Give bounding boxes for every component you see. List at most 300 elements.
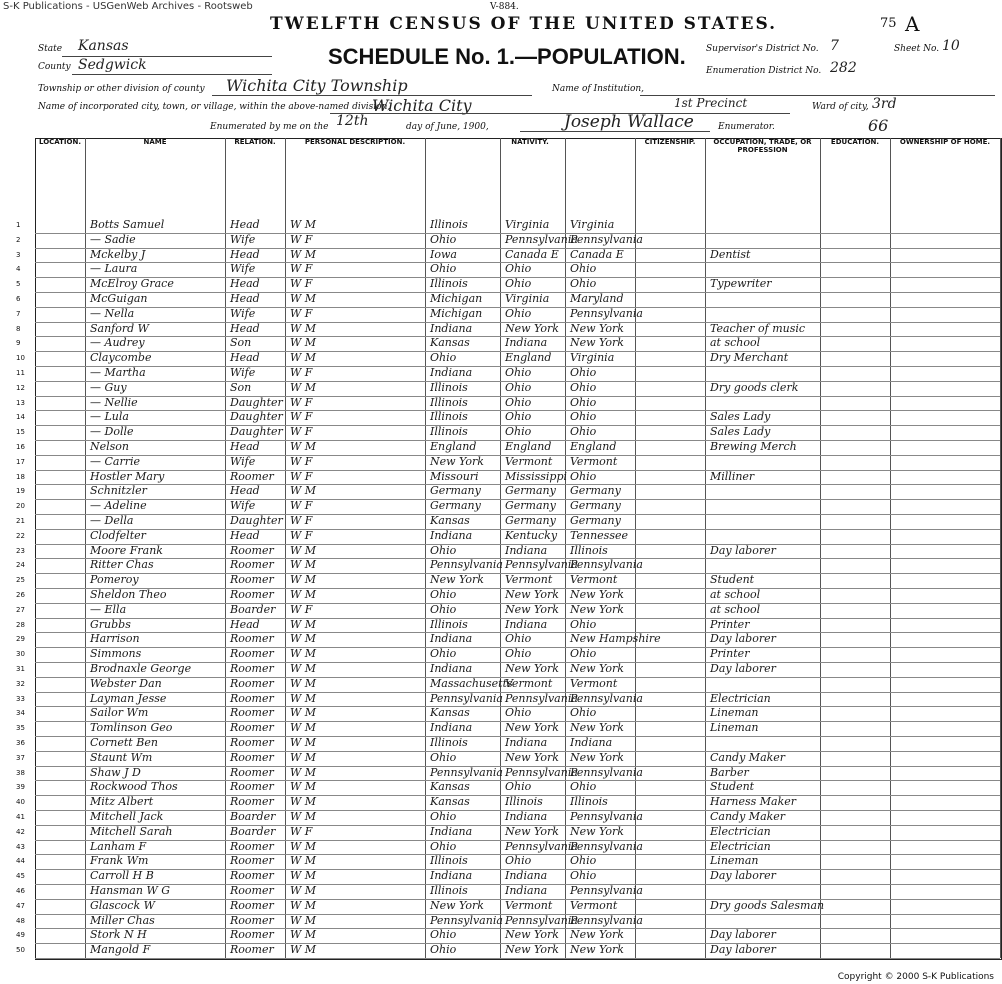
cell-rel: Head: [230, 484, 260, 498]
cell-sex: W M: [290, 750, 317, 764]
cell-name: Hostler Mary: [90, 469, 165, 483]
cell-sex: W F: [290, 232, 313, 246]
cell-occ: Day laborer: [710, 632, 776, 646]
column-header: [285, 138, 426, 214]
cell-name: Ritter Chas: [90, 558, 154, 572]
cell-name: McElroy Grace: [90, 277, 174, 291]
cell-mbp: New York: [570, 602, 624, 616]
cell-name: Layman Jesse: [90, 691, 167, 705]
column-header: [85, 138, 226, 214]
cell-fbp: Vermont: [505, 676, 553, 690]
cell-name: Schnitzler: [90, 484, 147, 498]
cell-occ: Student: [710, 573, 755, 587]
cell-sex: W F: [290, 454, 313, 468]
cell-fbp: Ohio: [505, 395, 532, 409]
cell-fbp: Pennsylvania: [505, 765, 578, 779]
cell-name: Miller Chas: [90, 913, 155, 927]
column-header-label: OCCUPATION, TRADE, OR PROFESSION: [713, 138, 812, 154]
row-number: 26: [16, 591, 25, 599]
cell-rel: Roomer: [230, 884, 274, 897]
cell-fbp: New York: [505, 928, 559, 942]
cell-rel: Roomer: [230, 706, 274, 720]
cell-sex: W M: [290, 706, 317, 720]
cell-sex: W M: [290, 928, 317, 942]
cell-fbp: Illinois: [505, 795, 543, 809]
cell-rel: Boarder: [230, 602, 276, 616]
cell-rel: Head: [230, 528, 260, 542]
cell-bp: Illinois: [430, 884, 468, 897]
cell-fbp: New York: [505, 321, 559, 335]
cell-mbp: Pennsylvania: [570, 913, 643, 927]
cell-name: Webster Dan: [90, 676, 162, 690]
cell-bp: Ohio: [430, 810, 457, 823]
cell-occ: Dry goods Salesman: [710, 898, 825, 912]
cell-rel: Roomer: [230, 898, 274, 912]
cell-fbp: Indiana: [505, 336, 548, 350]
cell-fbp: Ohio: [505, 380, 532, 394]
row-number: 29: [16, 635, 25, 644]
row-number: 3: [16, 250, 21, 259]
cell-bp: Indiana: [430, 321, 473, 335]
cell-name: Lanham F: [90, 839, 147, 853]
column-divider: [820, 138, 821, 958]
cell-name: Tomlinson Geo: [90, 721, 173, 735]
cell-mbp: Ohio: [570, 380, 597, 394]
cell-name: Staunt Wm: [90, 750, 153, 764]
sheet-value: 10: [942, 38, 960, 54]
cell-sex: W F: [290, 262, 313, 276]
row-number: 13: [16, 398, 25, 407]
cell-fbp: Ohio: [505, 425, 532, 439]
enumerator-label: Enumerator.: [718, 122, 775, 132]
cell-bp: Ohio: [430, 262, 457, 276]
cell-occ: Lineman: [710, 721, 759, 735]
cell-mbp: New York: [570, 336, 624, 350]
cell-rel: Daughter: [230, 410, 283, 424]
cell-mbp: New York: [570, 721, 624, 735]
cell-name: — Lula: [90, 410, 129, 424]
cell-fbp: New York: [505, 588, 559, 601]
column-header: [635, 138, 706, 214]
cell-rel: Son: [230, 380, 252, 394]
cell-mbp: New York: [570, 824, 624, 838]
cell-fbp: Pennsylvania: [505, 839, 578, 853]
cell-sex: W M: [290, 869, 317, 883]
cell-name: Cornett Ben: [90, 736, 158, 749]
cell-rel: Roomer: [230, 913, 274, 927]
cell-sex: W M: [290, 321, 317, 335]
row-number: 24: [16, 561, 25, 570]
cell-occ: Dentist: [710, 247, 751, 261]
column-divider: [500, 138, 501, 958]
cell-mbp: Ohio: [570, 647, 597, 661]
cell-occ: Barber: [710, 765, 749, 779]
cell-fbp: Indiana: [505, 543, 548, 557]
cell-mbp: Vermont: [570, 898, 618, 912]
cell-mbp: Ohio: [570, 262, 597, 276]
row-number: 18: [16, 472, 25, 481]
cell-fbp: Ohio: [505, 262, 532, 276]
cell-sex: W M: [290, 543, 317, 557]
cell-occ: Student: [710, 780, 755, 794]
cell-mbp: England: [570, 440, 617, 453]
supervisor-value: 7: [830, 38, 839, 54]
cell-bp: Illinois: [430, 277, 468, 291]
cell-mbp: Pennsylvania: [570, 306, 643, 320]
row-number: 45: [16, 872, 25, 881]
cell-rel: Roomer: [230, 943, 274, 957]
cell-rel: Wife: [230, 454, 256, 468]
row-number: 22: [16, 531, 25, 540]
cell-sex: W M: [290, 721, 317, 735]
enum-district-label: Enumeration District No.: [706, 66, 822, 76]
cell-fbp: Germany: [505, 499, 556, 513]
cell-rel: Boarder: [230, 810, 276, 823]
state-label: State: [38, 44, 63, 54]
cell-name: Sanford W: [90, 321, 149, 335]
cell-mbp: Virginia: [570, 218, 615, 231]
row-number: 31: [16, 665, 25, 673]
cell-rel: Roomer: [230, 928, 274, 942]
cell-rel: Roomer: [230, 691, 274, 705]
cell-sex: W M: [290, 765, 317, 779]
cell-sex: W M: [290, 247, 317, 261]
cell-fbp: New York: [505, 750, 559, 764]
cell-bp: Indiana: [430, 528, 473, 542]
cell-name: — Adeline: [90, 499, 147, 513]
cell-bp: Illinois: [430, 395, 468, 409]
row-number: 21: [16, 517, 25, 525]
cell-bp: Indiana: [430, 869, 473, 883]
cell-name: Harrison: [90, 632, 140, 646]
cell-name: Moore Frank: [90, 543, 163, 557]
cell-occ: at school: [710, 588, 761, 601]
cell-occ: Electrician: [710, 839, 771, 853]
enum-district-value: 282: [830, 60, 857, 76]
cell-rel: Roomer: [230, 469, 274, 483]
cell-name: — Martha: [90, 366, 146, 379]
row-number: 10: [16, 354, 25, 363]
cell-occ: Electrician: [710, 691, 771, 705]
cell-sex: W F: [290, 277, 313, 291]
row-number: 43: [16, 842, 25, 851]
cell-occ: Day laborer: [710, 543, 776, 557]
cell-mbp: New York: [570, 928, 624, 942]
cell-occ: Printer: [710, 617, 750, 631]
cell-bp: Illinois: [430, 410, 468, 424]
cell-mbp: Indiana: [570, 736, 613, 749]
column-header-label: RELATION.: [234, 138, 276, 146]
cell-bp: Pennsylvania: [430, 691, 503, 705]
cell-bp: Ohio: [430, 928, 457, 942]
cell-fbp: New York: [505, 824, 559, 838]
cell-name: Rockwood Thos: [90, 780, 178, 794]
cell-occ: Electrician: [710, 824, 771, 838]
cell-rel: Wife: [230, 306, 256, 320]
cell-sex: W M: [290, 676, 317, 690]
cell-occ: Sales Lady: [710, 410, 771, 424]
cell-name: — Guy: [90, 380, 127, 394]
cell-bp: Illinois: [430, 617, 468, 631]
cell-sex: W M: [290, 351, 317, 365]
cell-mbp: Illinois: [570, 543, 608, 557]
cell-fbp: Vermont: [505, 898, 553, 912]
cell-fbp: Pennsylvania: [505, 558, 578, 572]
row-number: 35: [16, 724, 25, 733]
cell-mbp: Pennsylvania: [570, 558, 643, 572]
cell-bp: Kansas: [430, 336, 470, 350]
row-number: 50: [16, 946, 25, 955]
cell-sex: W F: [290, 425, 313, 439]
cell-name: Frank Wm: [90, 854, 149, 868]
column-header-label: NATIVITY.: [511, 138, 549, 146]
precinct-value: 1st Precinct: [674, 96, 748, 110]
cell-bp: Ohio: [430, 351, 457, 365]
page-number: 75: [880, 16, 897, 31]
cell-bp: Ohio: [430, 750, 457, 764]
cell-rel: Daughter: [230, 514, 283, 527]
cell-rel: Roomer: [230, 647, 274, 661]
enumerator-value: Joseph Wallace: [564, 112, 694, 132]
cell-mbp: Germany: [570, 514, 621, 527]
column-header: [705, 138, 821, 214]
row-number: 38: [16, 768, 25, 777]
cell-fbp: New York: [505, 721, 559, 735]
column-header-label: EDUCATION.: [830, 138, 880, 146]
cell-mbp: New York: [570, 943, 624, 957]
cell-bp: Illinois: [430, 736, 468, 749]
cell-bp: Pennsylvania: [430, 765, 503, 779]
row-number: 37: [16, 753, 25, 762]
cell-bp: Indiana: [430, 721, 473, 735]
cell-fbp: Virginia: [505, 218, 550, 231]
cell-rel: Roomer: [230, 765, 274, 779]
cell-name: — Audrey: [90, 336, 145, 350]
cell-sex: W F: [290, 306, 313, 320]
cell-occ: Day laborer: [710, 943, 776, 957]
incorporated-line: [330, 113, 790, 114]
cell-bp: Illinois: [430, 425, 468, 439]
cell-rel: Roomer: [230, 662, 274, 675]
row-number: 36: [16, 739, 25, 747]
cell-sex: W F: [290, 514, 313, 527]
cell-bp: Kansas: [430, 780, 470, 794]
state-value: Kansas: [78, 38, 129, 54]
incorporated-value: Wichita City: [372, 96, 472, 115]
cell-fbp: England: [505, 440, 552, 453]
cell-bp: Indiana: [430, 632, 473, 646]
institution-label: Name of Institution,: [552, 84, 645, 94]
cell-sex: W M: [290, 780, 317, 794]
row-number: 25: [16, 576, 25, 585]
cell-name: — Laura: [90, 262, 138, 276]
page-letter: A: [905, 12, 920, 36]
cell-mbp: Maryland: [570, 292, 624, 305]
row-number: 49: [16, 931, 25, 940]
column-divider: [565, 138, 566, 958]
row-number: 33: [16, 694, 25, 703]
cell-name: — Sadie: [90, 232, 136, 246]
cell-mbp: Ohio: [570, 410, 597, 424]
cell-mbp: Canada E: [570, 247, 624, 261]
cell-occ: Sales Lady: [710, 425, 771, 439]
cell-sex: W M: [290, 292, 317, 305]
cell-sex: W M: [290, 736, 317, 749]
cell-mbp: Germany: [570, 484, 621, 498]
cell-sex: W M: [290, 691, 317, 705]
cell-bp: Kansas: [430, 706, 470, 720]
column-divider: [85, 138, 86, 958]
cell-sex: W F: [290, 602, 313, 616]
row-number: 11: [16, 369, 25, 377]
cell-occ: Lineman: [710, 854, 759, 868]
township-label: Township or other division of county: [38, 84, 205, 94]
cell-mbp: Ohio: [570, 869, 597, 883]
cell-fbp: Indiana: [505, 884, 548, 897]
cell-mbp: New York: [570, 750, 624, 764]
cell-mbp: Pennsylvania: [570, 884, 643, 897]
row-number: 20: [16, 502, 25, 511]
column-divider: [225, 138, 226, 958]
cell-occ: at school: [710, 336, 761, 350]
column-header-label: LOCATION.: [38, 138, 82, 146]
row-number: 32: [16, 679, 25, 688]
cell-fbp: Pennsylvania: [505, 691, 578, 705]
cell-bp: Illinois: [430, 854, 468, 868]
sheet-label: Sheet No.: [894, 44, 940, 54]
cell-name: Brodnaxle George: [90, 662, 192, 675]
row-number: 19: [16, 487, 25, 496]
cell-occ: Candy Maker: [710, 750, 786, 764]
cell-rel: Roomer: [230, 721, 274, 735]
cell-sex: W F: [290, 528, 313, 542]
cell-rel: Roomer: [230, 588, 274, 601]
cell-mbp: Pennsylvania: [570, 232, 643, 246]
cell-bp: Ohio: [430, 602, 457, 616]
cell-mbp: New York: [570, 662, 624, 675]
county-label: County: [38, 62, 71, 72]
row-number: 28: [16, 620, 25, 629]
cell-bp: Indiana: [430, 366, 473, 379]
row-number: 41: [16, 813, 25, 821]
cell-occ: Brewing Merch: [710, 440, 797, 453]
cell-fbp: Mississippi: [505, 469, 567, 483]
day-of-label: day of June, 1900,: [406, 122, 489, 132]
cell-rel: Roomer: [230, 676, 274, 690]
cell-bp: Illinois: [430, 218, 468, 231]
cell-rel: Roomer: [230, 558, 274, 572]
cell-mbp: Germany: [570, 499, 621, 513]
cell-bp: Ohio: [430, 543, 457, 557]
cell-bp: Ohio: [430, 839, 457, 853]
cell-mbp: Ohio: [570, 617, 597, 631]
ward-value: 3rd: [872, 96, 897, 112]
cell-name: Pomeroy: [90, 573, 139, 587]
row-number: 14: [16, 413, 25, 422]
cell-sex: W M: [290, 662, 317, 675]
column-header: [35, 138, 86, 214]
cell-fbp: England: [505, 351, 552, 365]
cell-bp: Ohio: [430, 647, 457, 661]
cell-bp: Ohio: [430, 943, 457, 957]
cell-fbp: Vermont: [505, 454, 553, 468]
cell-rel: Head: [230, 351, 260, 365]
cell-rel: Head: [230, 321, 260, 335]
cell-fbp: Virginia: [505, 292, 550, 305]
cell-sex: W F: [290, 366, 313, 379]
row-number: 46: [16, 887, 25, 895]
cell-rel: Wife: [230, 366, 256, 379]
cell-fbp: Indiana: [505, 736, 548, 749]
cell-fbp: Indiana: [505, 617, 548, 631]
cell-sex: W F: [290, 824, 313, 838]
cell-name: Simmons: [90, 647, 142, 661]
cell-fbp: Pennsylvania: [505, 232, 578, 246]
cell-fbp: New York: [505, 662, 559, 675]
cell-occ: Printer: [710, 647, 750, 661]
incorporated-label: Name of incorporated city, town, or village, within the above-named division,: [38, 102, 391, 112]
cell-fbp: Ohio: [505, 277, 532, 291]
cell-bp: Ohio: [430, 232, 457, 246]
cell-bp: Massachusetts: [430, 676, 513, 690]
row-number: 9: [16, 339, 21, 348]
cell-bp: New York: [430, 573, 484, 587]
cell-sex: W M: [290, 839, 317, 853]
cell-fbp: Pennsylvania: [505, 913, 578, 927]
cell-bp: Michigan: [430, 306, 483, 320]
column-divider: [705, 138, 706, 958]
column-header-label: OWNERSHIP OF HOME.: [899, 138, 991, 146]
cell-occ: Dry goods clerk: [710, 380, 799, 394]
cell-bp: Pennsylvania: [430, 558, 503, 572]
row-number: 5: [16, 280, 21, 289]
cell-name: McGuigan: [90, 292, 148, 305]
cell-name: Carroll H B: [90, 869, 154, 883]
cell-mbp: Ohio: [570, 366, 597, 379]
cell-sex: W F: [290, 410, 313, 424]
cell-rel: Son: [230, 336, 252, 350]
cell-sex: W M: [290, 218, 317, 231]
cell-name: — Carrie: [90, 454, 141, 468]
cell-rel: Head: [230, 617, 260, 631]
column-divider: [425, 138, 426, 958]
cell-mbp: Ohio: [570, 425, 597, 439]
cell-occ: Teacher of music: [710, 321, 806, 335]
cell-bp: Michigan: [430, 292, 483, 305]
cell-fbp: Ohio: [505, 854, 532, 868]
archive-banner: S-K Publications - USGenWeb Archives - Rootsweb: [3, 1, 253, 12]
cell-mbp: Virginia: [570, 351, 615, 365]
cell-fbp: New York: [505, 602, 559, 616]
cell-bp: Kansas: [430, 514, 470, 527]
cell-occ: Day laborer: [710, 928, 776, 942]
column-header-label: PERSONAL DESCRIPTION.: [304, 138, 406, 146]
cell-rel: Daughter: [230, 425, 283, 439]
row-number: 30: [16, 650, 25, 659]
column-header: [820, 138, 891, 214]
row-number: 44: [16, 857, 25, 866]
cell-mbp: Ohio: [570, 706, 597, 720]
cell-bp: Germany: [430, 484, 481, 498]
cell-rel: Roomer: [230, 869, 274, 883]
cell-occ: Day laborer: [710, 662, 776, 675]
enumerator-line: [520, 131, 710, 132]
cell-sex: W M: [290, 795, 317, 809]
cell-fbp: Ohio: [505, 306, 532, 320]
cell-bp: Iowa: [430, 247, 457, 261]
cell-name: Clodfelter: [90, 528, 146, 542]
cell-name: Hansman W G: [90, 884, 171, 897]
